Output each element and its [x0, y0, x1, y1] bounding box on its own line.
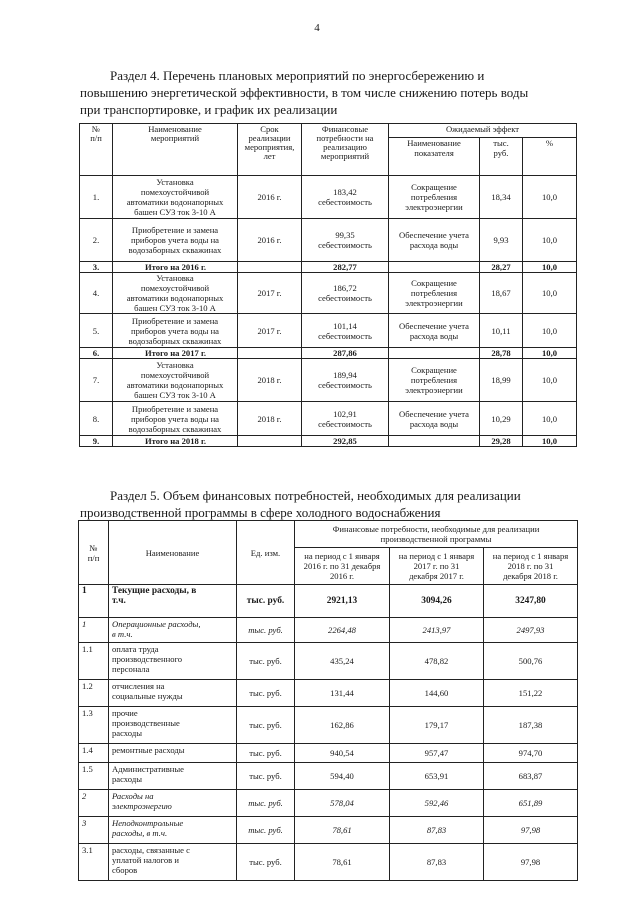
header-term: Срок реализации мероприятия, лет: [238, 124, 302, 176]
indicator-name: Сокращение потребления электроэнергии: [389, 273, 480, 314]
effect-percent: 10,0: [523, 359, 577, 402]
value-2017: 3094,26: [390, 585, 484, 618]
effect-percent: 10,0: [523, 402, 577, 436]
financial-need: 99,35 себестоимость: [302, 219, 389, 262]
total-row: [80, 436, 577, 447]
measures-table: [79, 123, 577, 447]
value-2016: 131,44: [295, 680, 390, 707]
header-period-2016: на период с 1 января 2016 г. по 31 декабря 2016 г.: [295, 548, 390, 585]
expense-name: расходы, связанные с уплатой налогов и сборов: [109, 844, 237, 881]
row-number: 5.: [80, 314, 113, 348]
expense-name: ремонтные расходы: [109, 744, 237, 763]
implementation-term: 2017 г.: [238, 314, 302, 348]
measure-name: Итого на 2017 г.: [113, 348, 238, 359]
row-number: 1.3: [79, 707, 109, 744]
table-row: [79, 585, 578, 618]
table-row: [79, 790, 578, 817]
row-number: 6.: [80, 348, 113, 359]
value-2018: 683,87: [484, 763, 578, 790]
measure-name: Установка помехоустойчивой автоматики водонапорных башен СУЗ ток 3-10 А: [113, 359, 238, 402]
row-number: 1.4: [79, 744, 109, 763]
row-number: 3.1: [79, 844, 109, 881]
table-row: [79, 744, 578, 763]
financial-needs-table: [78, 520, 578, 881]
row-number: 1.5: [79, 763, 109, 790]
effect-thousand-rub: 18,67: [480, 273, 523, 314]
total-row: [80, 348, 577, 359]
row-number: 1: [79, 618, 109, 643]
implementation-term: [238, 348, 302, 359]
expense-name: Расходы на электроэнергию: [109, 790, 237, 817]
financial-need: 102,91 себестоимость: [302, 402, 389, 436]
section-5-heading-line: производственной программы в сфере холодного водоснабжения: [80, 505, 441, 520]
unit: тыс. руб.: [237, 680, 295, 707]
measure-name: Установка помехоустойчивой автоматики водонапорных башен СУЗ ток 3-10 А: [113, 176, 238, 219]
value-2018: 3247,80: [484, 585, 578, 618]
value-2017: 179,17: [390, 707, 484, 744]
implementation-term: [238, 262, 302, 273]
effect-percent: 10,0: [523, 314, 577, 348]
expense-name: Операционные расходы, в т.ч.: [109, 618, 237, 643]
section-4-heading-line: при транспортировке, и график их реализации: [80, 102, 338, 117]
value-2017: 653,91: [390, 763, 484, 790]
effect-thousand-rub: 29,28: [480, 436, 523, 447]
financial-need: 282,77: [302, 262, 389, 273]
unit: тыс. руб.: [237, 585, 295, 618]
value-2017: 2413,97: [390, 618, 484, 643]
expense-name: Неподконтрольные расходы, в т.ч.: [109, 817, 237, 844]
header-thousand-rub: тыс. руб.: [480, 138, 523, 176]
table-row: [79, 707, 578, 744]
row-number: 7.: [80, 359, 113, 402]
row-number: 8.: [80, 402, 113, 436]
financial-need: 287,86: [302, 348, 389, 359]
value-2018: 97,98: [484, 844, 578, 881]
indicator-name: Обеспечение учета расхода воды: [389, 219, 480, 262]
unit: тыс. руб.: [237, 707, 295, 744]
financial-need: 189,94 себестоимость: [302, 359, 389, 402]
table-row: [80, 219, 577, 262]
indicator-name: Обеспечение учета расхода воды: [389, 402, 480, 436]
measure-name: Итого на 2016 г.: [113, 262, 238, 273]
indicator-name: [389, 348, 480, 359]
financial-need: 292,85: [302, 436, 389, 447]
table-row: [79, 844, 578, 881]
table-row: [80, 359, 577, 402]
header-period-2018: на период с 1 января 2018 г. по 31 декабря 2018 г.: [484, 548, 578, 585]
row-number: 3: [79, 817, 109, 844]
measure-name: Приобретение и замена приборов учета воды на водозаборных скважинах: [113, 402, 238, 436]
expense-name: прочие производственные расходы: [109, 707, 237, 744]
unit: тыс. руб.: [237, 618, 295, 643]
value-2017: 87,83: [390, 817, 484, 844]
row-number: 2: [79, 790, 109, 817]
value-2017: 957,47: [390, 744, 484, 763]
effect-percent: 10,0: [523, 436, 577, 447]
row-number: 2.: [80, 219, 113, 262]
section-5-heading: [80, 487, 577, 521]
table-row: [80, 314, 577, 348]
value-2018: 97,98: [484, 817, 578, 844]
value-2017: 478,82: [390, 643, 484, 680]
expense-name: отчисления на социальные нужды: [109, 680, 237, 707]
section-4-heading: [80, 67, 577, 118]
table-row: [80, 176, 577, 219]
value-2018: 651,89: [484, 790, 578, 817]
implementation-term: 2018 г.: [238, 359, 302, 402]
value-2016: 2264,48: [295, 618, 390, 643]
effect-percent: 10,0: [523, 262, 577, 273]
table-row: [79, 643, 578, 680]
unit: тыс. руб.: [237, 817, 295, 844]
effect-thousand-rub: 18,34: [480, 176, 523, 219]
value-2016: 2921,13: [295, 585, 390, 618]
table-row: [80, 273, 577, 314]
value-2017: 144,60: [390, 680, 484, 707]
table-row: [80, 402, 577, 436]
unit: тыс. руб.: [237, 790, 295, 817]
header-num: № п/п: [79, 521, 109, 585]
indicator-name: Сокращение потребления электроэнергии: [389, 176, 480, 219]
row-number: 4.: [80, 273, 113, 314]
header-measure-name: Наименование мероприятий: [113, 124, 238, 176]
header-finance: Финансовые потребности на реализацию мероприятий: [302, 124, 389, 176]
section-4-heading-line: Раздел 4. Перечень плановых мероприятий по энергосбережению и: [110, 68, 485, 83]
indicator-name: [389, 262, 480, 273]
expense-name: оплата труда производственного персонала: [109, 643, 237, 680]
header-unit: Ед. изм.: [237, 521, 295, 585]
effect-percent: 10,0: [523, 176, 577, 219]
section-5-heading-line: Раздел 5. Объем финансовых потребностей, необходимых для реализации: [110, 488, 521, 503]
table-row: [79, 680, 578, 707]
financial-need: 186,72 себестоимость: [302, 273, 389, 314]
measure-name: Итого на 2018 г.: [113, 436, 238, 447]
table-row: [79, 817, 578, 844]
value-2016: 940,54: [295, 744, 390, 763]
financial-need: 183,42 себестоимость: [302, 176, 389, 219]
value-2016: 578,04: [295, 790, 390, 817]
value-2018: 187,38: [484, 707, 578, 744]
implementation-term: 2018 г.: [238, 402, 302, 436]
effect-percent: 10,0: [523, 219, 577, 262]
effect-percent: 10,0: [523, 273, 577, 314]
row-number: 1.2: [79, 680, 109, 707]
implementation-term: [238, 436, 302, 447]
financial-need: 101,14 себестоимость: [302, 314, 389, 348]
section-4-heading-line: повышению энергетической эффективности, в том числе снижению потерь воды: [80, 85, 529, 100]
unit: тыс. руб.: [237, 744, 295, 763]
table-row: [79, 763, 578, 790]
value-2018: 500,76: [484, 643, 578, 680]
row-number: 1.: [80, 176, 113, 219]
unit: тыс. руб.: [237, 643, 295, 680]
row-number: 1: [79, 585, 109, 618]
table-row: [79, 618, 578, 643]
expense-name: Административные расходы: [109, 763, 237, 790]
value-2016: 162,86: [295, 707, 390, 744]
header-indicator: Наименование показателя: [389, 138, 480, 176]
measure-name: Приобретение и замена приборов учета воды на водозаборных скважинах: [113, 219, 238, 262]
indicator-name: [389, 436, 480, 447]
header-name: Наименование: [109, 521, 237, 585]
effect-thousand-rub: 9,93: [480, 219, 523, 262]
header-percent: %: [523, 138, 577, 176]
value-2018: 151,22: [484, 680, 578, 707]
effect-thousand-rub: 18,99: [480, 359, 523, 402]
row-number: 9.: [80, 436, 113, 447]
implementation-term: 2016 г.: [238, 176, 302, 219]
implementation-term: 2016 г.: [238, 219, 302, 262]
value-2016: 435,24: [295, 643, 390, 680]
measure-name: Установка помехоустойчивой автоматики водонапорных башен СУЗ ток 3-10 А: [113, 273, 238, 314]
implementation-term: 2017 г.: [238, 273, 302, 314]
indicator-name: Сокращение потребления электроэнергии: [389, 359, 480, 402]
effect-thousand-rub: 28,78: [480, 348, 523, 359]
page-number: 4: [314, 22, 320, 34]
header-period-2017: на период с 1 января 2017 г. по 31 декабря 2017 г.: [390, 548, 484, 585]
total-row: [80, 262, 577, 273]
header-financial-needs: Финансовые потребности, необходимые для реализации производственной программы: [295, 521, 578, 548]
value-2016: 78,61: [295, 817, 390, 844]
effect-percent: 10,0: [523, 348, 577, 359]
value-2018: 2497,93: [484, 618, 578, 643]
header-num: № п/п: [80, 124, 113, 176]
row-number: 3.: [80, 262, 113, 273]
effect-thousand-rub: 10,29: [480, 402, 523, 436]
effect-thousand-rub: 28,27: [480, 262, 523, 273]
value-2018: 974,70: [484, 744, 578, 763]
unit: тыс. руб.: [237, 844, 295, 881]
measure-name: Приобретение и замена приборов учета воды на водозаборных скважинах: [113, 314, 238, 348]
row-number: 1.1: [79, 643, 109, 680]
expense-name: Текущие расходы, в т.ч.: [109, 585, 237, 618]
value-2017: 592,46: [390, 790, 484, 817]
effect-thousand-rub: 10,11: [480, 314, 523, 348]
unit: тыс. руб.: [237, 763, 295, 790]
header-expected-effect: Ожидаемый эффект: [389, 124, 577, 138]
indicator-name: Обеспечение учета расхода воды: [389, 314, 480, 348]
value-2017: 87,83: [390, 844, 484, 881]
value-2016: 78,61: [295, 844, 390, 881]
value-2016: 594,40: [295, 763, 390, 790]
